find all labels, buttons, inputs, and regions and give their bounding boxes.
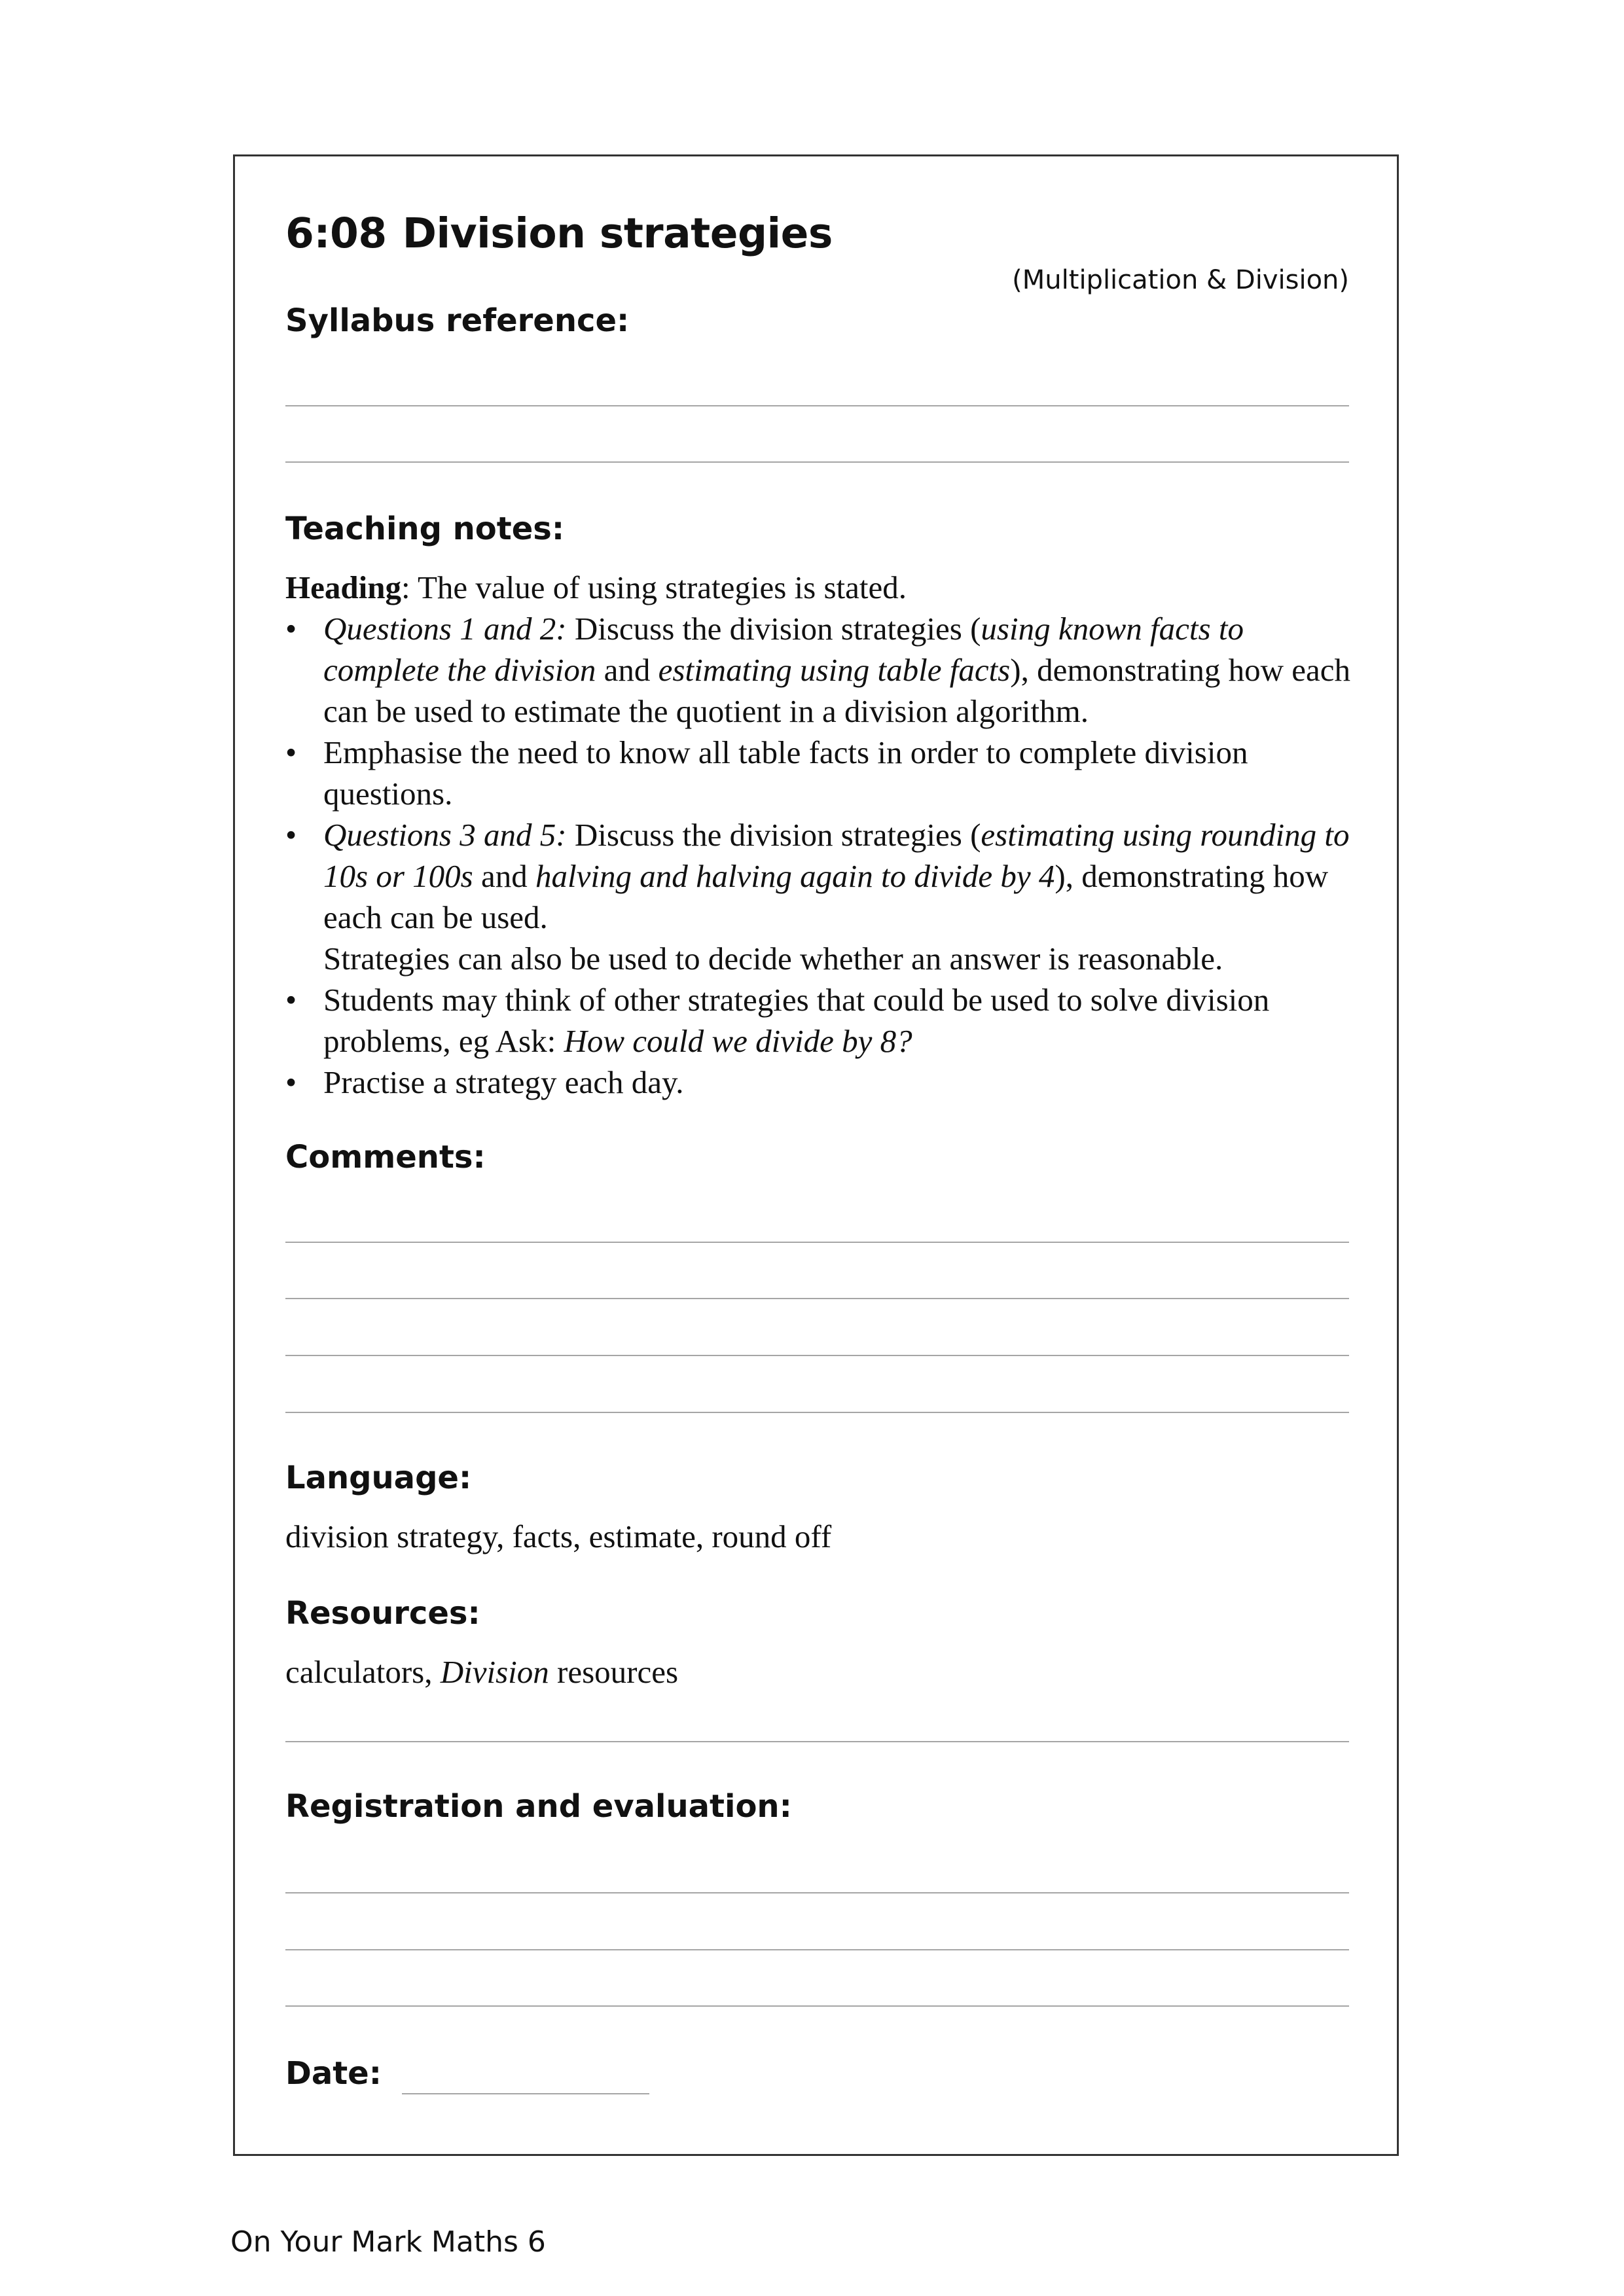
- comments-line-2: [285, 1298, 1349, 1299]
- comments-heading: Comments:: [285, 1139, 486, 1175]
- notes-heading-bold: Heading: [285, 569, 401, 605]
- strand-label: (Multiplication & Division): [1012, 265, 1349, 295]
- title-number: 6:08: [285, 209, 387, 257]
- resources-line: [285, 1741, 1349, 1742]
- note-text: Discuss the division strategies (: [566, 611, 981, 647]
- question-ref: Questions 1 and 2:: [323, 611, 567, 647]
- page-footer: On Your Mark Maths 6: [230, 2225, 546, 2259]
- teaching-notes-heading: Teaching notes:: [285, 511, 565, 547]
- resources-text-part: resources: [549, 1654, 679, 1690]
- notes-list-2: [285, 979, 1359, 1103]
- note-italic: estimating using rounding to 10s or 100s: [323, 817, 1350, 894]
- registration-line-3: [285, 2005, 1349, 2007]
- resources-heading: Resources:: [285, 1595, 480, 1632]
- note-italic: How could we divide by 8?: [564, 1023, 912, 1059]
- notes-heading-line: [285, 567, 1359, 608]
- syllabus-heading: Syllabus reference:: [285, 302, 630, 339]
- note-text: Discuss the division strategies (: [566, 817, 981, 853]
- note-text: and: [596, 652, 659, 688]
- note-text: Students may think of other strategies that could be used to solve division problems, eg Ask:: [323, 982, 1270, 1059]
- list-item: [285, 608, 1359, 732]
- resources-italic: Division: [440, 1654, 549, 1690]
- question-ref: Questions 3 and 5:: [323, 817, 567, 853]
- note-italic: halving and halving again to divide by 4: [535, 858, 1055, 894]
- syllabus-line-1: [285, 405, 1349, 406]
- list-item: [285, 732, 1359, 814]
- note-text: ), demonstrating how each can be used to estimate the quotient in a division algorithm.: [323, 652, 1351, 729]
- note-text: Practise a strategy each day.: [323, 1064, 684, 1100]
- bullet: •: [285, 982, 297, 1018]
- resources-text: [285, 1651, 1359, 1693]
- language-text: division strategy, facts, estimate, round off: [285, 1518, 832, 1554]
- resources-text-part: calculators,: [285, 1654, 441, 1690]
- page-title: [285, 209, 833, 257]
- date-line: [402, 2093, 649, 2094]
- bullet: •: [285, 1064, 297, 1100]
- note-text: and: [473, 858, 535, 894]
- registration-line-2: [285, 1949, 1349, 1950]
- bullet: •: [285, 817, 297, 853]
- notes-heading-text: : The value of using strategies is stated.: [401, 569, 907, 605]
- registration-line-1: [285, 1892, 1349, 1893]
- bullet: •: [285, 734, 297, 770]
- list-item: [285, 1062, 1359, 1103]
- comments-line-1: [285, 1242, 1349, 1243]
- note-italic: estimating using table facts: [658, 652, 1011, 688]
- list-item: [285, 814, 1359, 938]
- title-text: Division strategies: [402, 209, 833, 257]
- note-italic: using known facts to complete the division: [323, 611, 1244, 688]
- syllabus-line-2: [285, 461, 1349, 463]
- bullet: •: [285, 611, 297, 647]
- note-text: ), demonstrating how each can be used.: [323, 858, 1329, 935]
- notes-continuation: Strategies can also be used to decide whether an answer is reasonable.: [323, 941, 1223, 977]
- teaching-notes-body: [285, 567, 1359, 1103]
- registration-heading: Registration and evaluation:: [285, 1788, 792, 1825]
- comments-line-3: [285, 1355, 1349, 1356]
- language-heading: Language:: [285, 1460, 472, 1496]
- date-heading: Date:: [285, 2055, 382, 2092]
- note-text: Emphasise the need to know all table facts in order to complete division questions.: [323, 734, 1248, 812]
- notes-list: [285, 608, 1359, 938]
- comments-line-4: [285, 1412, 1349, 1413]
- list-item: [285, 979, 1359, 1062]
